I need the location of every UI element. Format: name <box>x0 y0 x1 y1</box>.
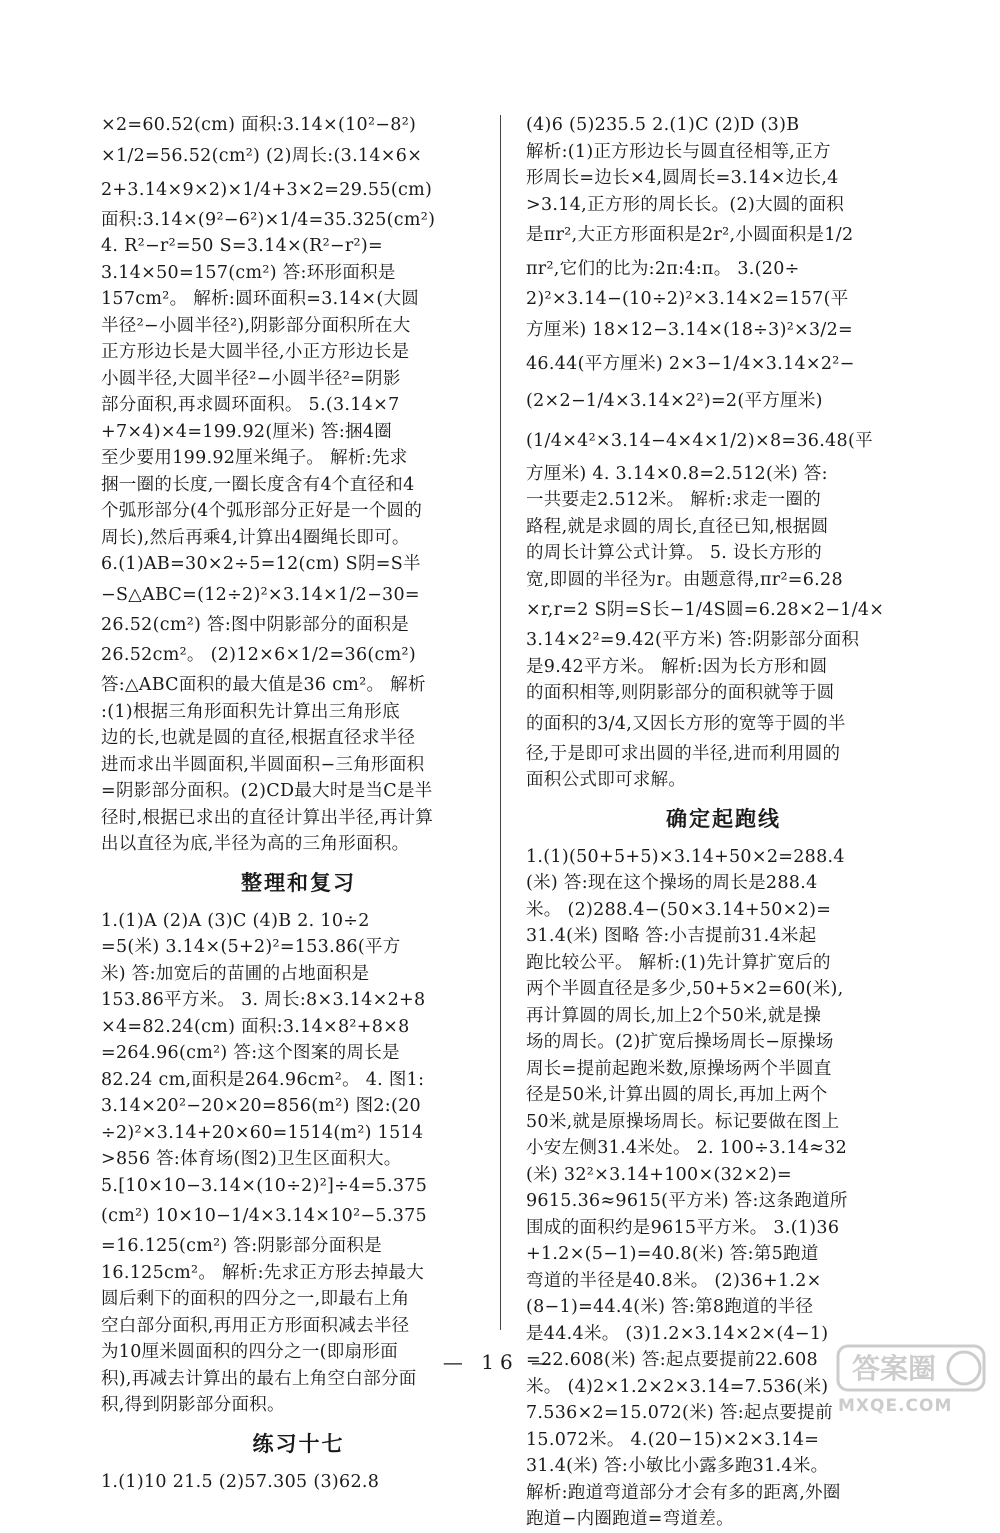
text-line: =22.608(米) 答:起点要提前22.608 <box>526 1350 818 1370</box>
text-line: 面积公式即可求解。 <box>526 770 687 790</box>
text-line: 是9.42平方米。 解析:因为长方形和圆 <box>526 656 828 677</box>
text-line: (米) 答:现在这个操场的周长是288.4 <box>526 873 818 893</box>
text-line: >3.14,正方形的周长长。(2)大圆的面积 <box>526 194 845 215</box>
text-line: 解析:(1)正方形边长与圆直径相等,正方 <box>526 141 831 162</box>
text-line: 82.24 cm,面积是264.96cm²。 4. 图1: <box>101 1069 425 1090</box>
text-line: 3.14×50=157(cm²) 答:环形面积是 <box>101 262 396 283</box>
text-line: 个弧形部分(4个弧形部分正好是一个圆的 <box>101 501 423 521</box>
right-start-line-block <box>526 844 921 1533</box>
text-line: 径是50米,计算出圆的周长,再加上两个 <box>526 1085 828 1105</box>
text-line: 50米,就是原操场周长。标记要做在图上 <box>526 1111 840 1132</box>
text-line: 捆一圈的长度,一圈长度含有4个直径和4 <box>101 474 415 495</box>
text-line: 1.(1)A (2)A (3)C (4)B 2. 10÷2 <box>101 910 370 931</box>
text-line: 跑道−内圈跑道=弯道差。 <box>526 1509 734 1529</box>
text-line: 为10厘米圆面积的四分之一(即扇形面 <box>101 1342 398 1362</box>
text-line: :(1)根据三角形面积先计算出三角形底 <box>101 701 400 722</box>
text-line: >856 答:体育场(图2)卫生区面积大。 <box>101 1149 402 1169</box>
text-line: 46.44(平方厘米) 2×3−1/4×3.14×2²− <box>526 353 855 374</box>
text-line: 答:△ABC面积的最大值是36 cm²。 解析 <box>101 675 426 695</box>
text-line: 出以直径为底,半径为高的三角形面积。 <box>101 834 410 854</box>
text-line: 周长),然后再乘4,计算出4圈绳长即可。 <box>101 527 410 548</box>
text-line: 跑比较公平。 解析:(1)先计算扩宽后的 <box>526 952 831 973</box>
text-line: 的面积的3/4,又因长方形的宽等于圆的半 <box>526 713 846 734</box>
text-line: 1.(1)(50+5+5)×3.14+50×2=288.4 <box>526 846 845 867</box>
text-line: 3.14×2²=9.42(平方米) 答:阴影部分面积 <box>526 630 860 650</box>
text-line: (cm²) 10×10−1/4×3.14×10²−5.375 <box>101 1206 427 1226</box>
text-line: +7×4)×4=199.92(厘米) 答:捆4圈 <box>101 421 393 442</box>
left-column <box>101 112 496 1495</box>
text-line: 方厘米) 18×12−3.14×(18÷3)²×3/2= <box>526 319 854 340</box>
text-line: 2)²×3.14−(10÷2)²×3.14×2=157(平 <box>526 289 849 309</box>
text-line: 围成的面积约是9615平方米。 3.(1)36 <box>526 1217 840 1238</box>
text-line: 米。 (2)288.4−(50×3.14+50×2)= <box>526 899 832 920</box>
watermark-logo-icon <box>836 1340 986 1394</box>
page-number: — 16 — <box>442 1350 558 1374</box>
text-line: 2+3.14×9×2)×1/4+3×2=29.55(cm) <box>101 179 433 200</box>
text-line: 26.52cm²。 (2)12×6×1/2=36(cm²) <box>101 645 416 665</box>
text-line: 31.4(米) 图略 答:小吉提前31.4米起 <box>526 926 817 946</box>
text-line: 圆后剩下的面积的四分之一,即最右上角 <box>101 1289 410 1309</box>
text-line: (4)6 (5)235.5 2.(1)C (2)D (3)B <box>526 115 800 135</box>
text-line: 6.(1)AB=30×2÷5=12(cm) S阴=S半 <box>101 554 421 574</box>
text-line: +1.2×(5−1)=40.8(米) 答:第5跑道 <box>526 1244 819 1264</box>
text-line: 路程,就是求圆的周长,直径已知,根据圆 <box>526 516 829 537</box>
text-line: 16.125cm²。 解析:先求正方形去掉最大 <box>101 1262 425 1283</box>
text-line: 空白部分面积,再用正方形面积减去半径 <box>101 1315 410 1336</box>
text-line: πr²,它们的比为:2π:4:π。 3.(20÷ <box>526 259 800 279</box>
text-line: ×1/2=56.52(cm²) (2)周长:(3.14×6× <box>101 145 423 166</box>
section-heading-start-line: 确定起跑线 <box>666 806 781 831</box>
text-line: 7.536×2=15.072(米) 答:起点要提前 <box>526 1403 833 1423</box>
text-line: 面积:3.14×(9²−6²)×1/4=35.325(cm²) <box>101 209 436 230</box>
watermark-logo-text: 答案圈 <box>851 1352 937 1385</box>
text-line: 再计算圆的周长,加上2个50米,就是操 <box>526 1005 822 1026</box>
text-line: 形周长=边长×4,圆周长=3.14×边长,4 <box>526 168 839 188</box>
text-line: 米) 答:加宽后的苗圃的占地面积是 <box>101 963 370 984</box>
text-line: 一共要走2.512米。 解析:求走一圈的 <box>526 490 822 510</box>
text-line: 是44.4米。 (3)1.2×3.14×2×(4−1) <box>526 1323 829 1344</box>
section-heading-review: 整理和复习 <box>241 870 356 895</box>
text-line: 径时,根据已求出的直径计算出半径,再计算 <box>101 807 434 828</box>
text-line: 部分面积,再求圆环面积。 5.(3.14×7 <box>101 395 400 415</box>
text-line: 157cm²。 解析:圆环面积=3.14×(大圆 <box>101 289 420 309</box>
text-line: 边的长,也就是圆的直径,根据直径求半径 <box>101 728 416 748</box>
text-line: 宽,即圆的半径为r。由题意得,πr²=6.28 <box>526 569 843 590</box>
text-line: 的面积相等,则阴影部分的面积就等于圆 <box>526 683 835 703</box>
text-line: 径,于是即可求出圆的半径,进而利用圆的 <box>526 743 841 764</box>
text-line: =阴影部分面积。(2)CD最大时是当C是半 <box>101 781 433 801</box>
text-line: 正方形边长是大圆半径,小正方形边长是 <box>101 342 410 362</box>
text-line: 进而求出半圆面积,半圆面积−三角形面积 <box>101 754 425 775</box>
text-line: ×r,r=2 S阴=S长−1/4S圆=6.28×2−1/4× <box>526 600 885 620</box>
watermark <box>828 1340 988 1425</box>
text-line: =264.96(cm²) 答:这个图案的周长是 <box>101 1043 400 1063</box>
text-line: (1/4×4²×3.14−4×4×1/2)×8=36.48(平 <box>526 430 873 451</box>
text-line: −S△ABC=(12÷2)²×3.14×1/2−30= <box>101 584 420 605</box>
text-line: (2×2−1/4×3.14×2²)=2(平方厘米) <box>526 390 823 411</box>
text-line: 米。 (4)2×1.2×2×3.14=7.536(米) <box>526 1376 829 1397</box>
text-line: 积),再减去计算出的最右上角空白部分面 <box>101 1368 417 1389</box>
text-line: 9615.36≈9615(平方米) 答:这条跑道所 <box>526 1191 848 1211</box>
text-line: 至少要用199.92厘米绳子。 解析:先求 <box>101 448 408 468</box>
text-line: (8−1)=44.4(米) 答:第8跑道的半径 <box>526 1297 814 1317</box>
text-line: 5.[10×10−3.14×(10÷2)²]÷4=5.375 <box>101 1175 428 1196</box>
left-review-block <box>101 908 496 1419</box>
text-line: 周长=提前起跑米数,原操场两个半圆直 <box>526 1058 832 1079</box>
text-line: 积,得到阴影部分面积。 <box>101 1395 285 1415</box>
text-line: 153.86平方米。 3. 周长:8×3.14×2+8 <box>101 990 426 1010</box>
text-line: 的周长计算公式计算。 5. 设长方形的 <box>526 543 823 563</box>
column-divider <box>500 115 501 1330</box>
text-line: 是πr²,大正方形面积是2r²,小圆面积是1/2 <box>526 225 854 245</box>
text-line: 31.4(米) 答:小敏比小露多跑31.4米。 <box>526 1456 829 1476</box>
text-line: (米) 32²×3.14+100×(32×2)= <box>526 1164 792 1185</box>
watermark-site-text: MXQE.COM <box>838 1396 953 1416</box>
text-line: =16.125(cm²) 答:阴影部分面积是 <box>101 1236 383 1256</box>
text-line: 场的周长。(2)扩宽后操场周长−原操场 <box>526 1032 834 1052</box>
text-line: 弯道的半径是40.8米。 (2)36+1.2× <box>526 1270 822 1291</box>
text-line: 26.52(cm²) 答:图中阴影部分的面积是 <box>101 614 410 635</box>
section-heading-exercise: 练习十七 <box>252 1431 345 1456</box>
text-line: 小圆半径,大圆半径²−小圆半径²=阴影 <box>101 368 401 389</box>
text-line: 方厘米) 4. 3.14×0.8=2.512(米) 答: <box>526 463 828 484</box>
text-line: 解析:跑道弯道部分才会有多的距离,外圈 <box>526 1482 841 1503</box>
right-column <box>526 112 921 1533</box>
text-line: 3.14×20²−20×20=856(m²) 图2:(20 <box>101 1096 421 1116</box>
text-line: =5(米) 3.14×(5+2)²=153.86(平方 <box>101 937 401 957</box>
text-line: 两个半圆直径是多少,50+5×2=60(米), <box>526 979 844 999</box>
left-exercise-block <box>101 1469 496 1496</box>
text-line: ÷2)²×3.14+20×60=1514(m²) 1514 <box>101 1122 424 1143</box>
text-line: 4. R²−r²=50 S=3.14×(R²−r²)= <box>101 236 383 256</box>
text-line: 半径²−小圆半径²),阴影部分面积所在大 <box>101 315 411 336</box>
text-line: ×2=60.52(cm) 面积:3.14×(10²−8²) <box>101 115 417 135</box>
text-line: 1.(1)10 21.5 (2)57.305 (3)62.8 <box>101 1471 380 1492</box>
text-line: ×4=82.24(cm) 面积:3.14×8²+8×8 <box>101 1016 410 1037</box>
text-line: 小安左侧31.4米处。 2. 100÷3.14≈32 <box>526 1138 848 1158</box>
right-answer-block <box>526 112 921 794</box>
text-line: 15.072米。 4.(20−15)×2×3.14= <box>526 1429 820 1450</box>
left-answer-block <box>101 112 496 858</box>
